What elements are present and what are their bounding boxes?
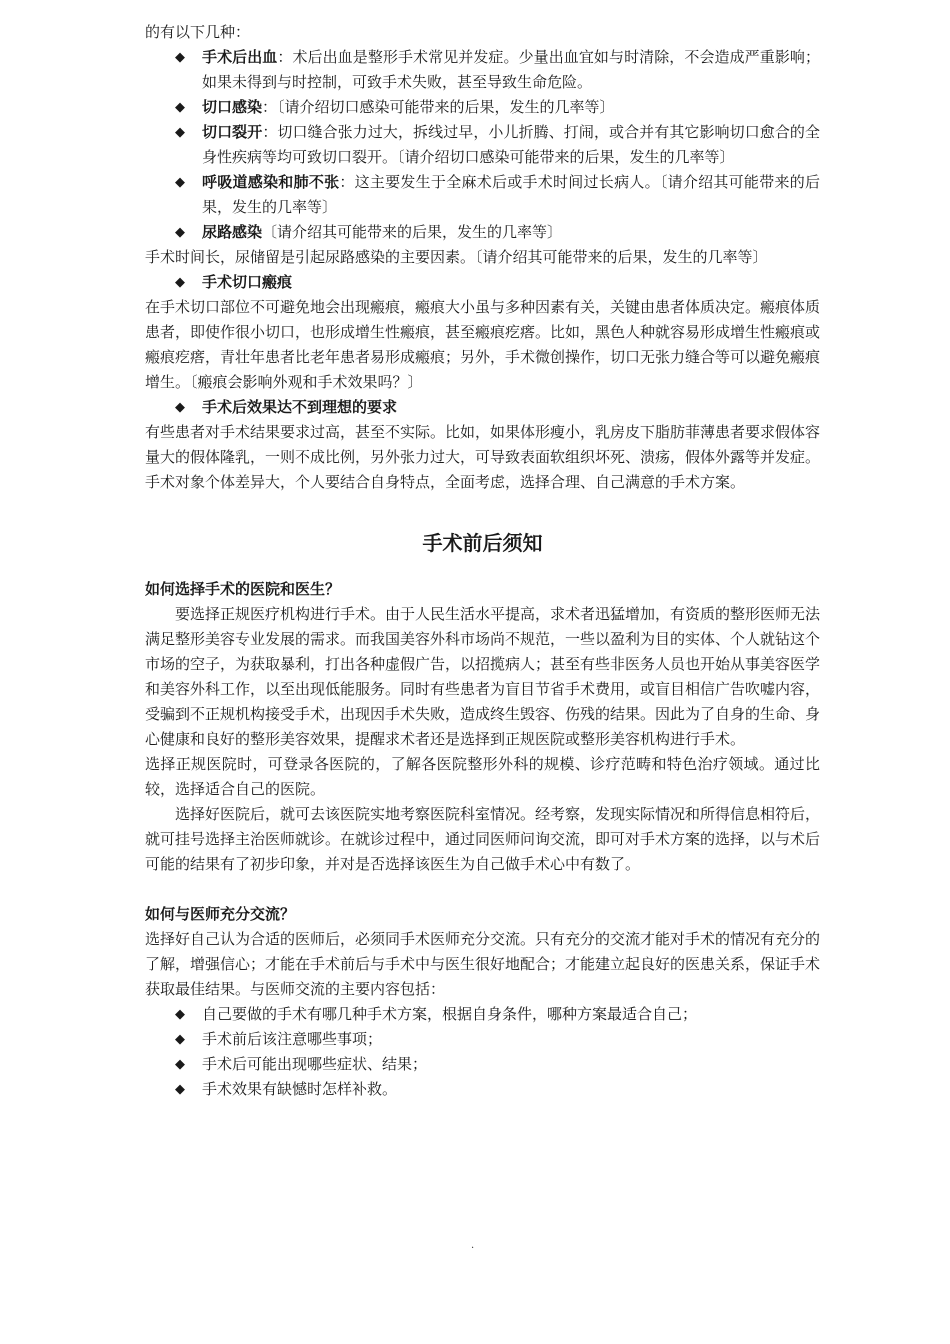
diamond-bullet-icon: ◆ — [175, 275, 185, 290]
diamond-bullet-icon: ◆ — [175, 50, 185, 65]
intro-line: 的有以下几种： — [145, 23, 251, 41]
scar-paragraph: 在手术切口部位不可避免地会出现瘢痕，瘢痕大小虽与多种因素有关，关键由患者体质决定。瘢痕体质患者，即使作很小切口，也形成增生性瘢痕，甚至瘢痕疙瘩。比如，黑色人种就容易形成增生性瘢痕或瘢痕疙瘩，青壮年患者比老年患者易形成瘢痕；另外，手术微创操作，切口无张力缝合等可以避免瘢痕增生。〔瘢痕会影响外观和手术效果吗？〕 — [145, 298, 821, 391]
question-heading-hospital: 如何选择手术的医院和医生？ — [145, 580, 341, 598]
list-item — [175, 1027, 820, 1052]
diamond-bullet-icon: ◆ — [175, 175, 185, 190]
diamond-bullet-icon: ◆ — [175, 125, 185, 140]
section-title: 手术前后须知 — [422, 531, 543, 555]
list-item — [175, 45, 820, 95]
urinary-paragraph: 手术时间长，尿储留是引起尿路感染的主要因素。〔请介绍其可能带来的后果，发生的几率等〕 — [145, 248, 768, 266]
item-text: ：术后出血是整形手术常见并发症。少量出血宜如与时清除，不会造成严重影响；如果未得到与时控制，可致手术失败，甚至导致生命危险。 — [202, 48, 820, 91]
list-item — [175, 120, 820, 170]
diamond-bullet-icon: ◆ — [175, 100, 185, 115]
item-text: 手术效果有缺憾时怎样补救。 — [202, 1080, 398, 1098]
question-heading-communication: 如何与医师充分交流？ — [145, 905, 296, 923]
list-item — [175, 170, 820, 220]
scar-heading-text: 手术切口瘢痕 — [202, 273, 293, 291]
result-heading — [175, 395, 820, 420]
scar-heading — [175, 270, 820, 295]
diamond-bullet-icon: ◆ — [175, 400, 185, 415]
list-item — [175, 1052, 820, 1077]
diamond-bullet-icon: ◆ — [175, 225, 185, 240]
diamond-bullet-icon: ◆ — [175, 1057, 185, 1072]
spacer — [145, 877, 820, 902]
item-text: 〔请介绍其可能带来的后果，发生的几率等〕 — [262, 223, 563, 241]
page-footer-mark: . — [471, 1240, 475, 1251]
item-title: 手术后出血 — [202, 48, 278, 66]
list-item — [175, 1002, 820, 1027]
item-title: 呼吸道感染和肺不张 — [202, 173, 340, 191]
complications-list — [145, 45, 820, 245]
item-text: ：这主要发生于全麻术后或手术时间过长病人。〔请介绍其可能带来的后果，发生的几率等〕 — [202, 173, 820, 216]
diamond-bullet-icon: ◆ — [175, 1032, 185, 1047]
item-title: 切口感染 — [202, 98, 263, 116]
document-page — [145, 20, 820, 1102]
communication-list — [145, 1002, 820, 1102]
item-text: 手术后可能出现哪些症状、结果； — [202, 1055, 428, 1073]
paragraph: 选择正规医院时，可登录各医院的，了解各医院整形外科的规模、诊疗范畴和特色治疗领域。通过比较，选择适合自己的医院。 — [145, 755, 820, 798]
item-title: 切口裂开 — [202, 123, 263, 141]
paragraph: 要选择正规医疗机构进行手术。由于人民生活水平提高，求术者迅猛增加，有资质的整形医师无法满足整形美容专业发展的需求。而我国美容外科市场尚不规范，一些以盈利为目的实体、个人就钻这个市场的空子，为获取暴利，打出各种虚假广告，以招揽病人；甚至有些非医务人员也开始从事美容医学和美容外科工作，以至出现低能服务。同时有些患者为盲目节省手术费用，或盲目相信广告吹嘘内容，受骗到不正规机构接受手术，出现因手术失败，造成终生毁容、伤残的结果。因此为了自身的生命、身心健康和良好的整形美容效果，提醒求术者还是选择到正规医院或整形美容机构进行手术。 — [145, 605, 821, 748]
item-title: 尿路感染 — [202, 223, 263, 241]
paragraph: 选择好医院后，就可去该医院实地考察医院科室情况。经考察，发现实际情况和所得信息相符后，就可挂号选择主治医师就诊。在就诊过程中，通过同医师问询交流，即可对手术方案的选择，以与术后可能的结果有了初步印象，并对是否选择该医生为自己做手术心中有数了。 — [145, 805, 821, 873]
result-paragraph: 有些患者对手术结果要求过高，甚至不实际。比如，如果体形瘦小，乳房皮下脂肪菲薄患者要求假体容量大的假体隆乳，一则不成比例，另外张力过大，可导致表面软组织坏死、溃疡，假体外露等并发症。手术对象个体差异大，个人要结合自身特点，全面考虑，选择合理、自己满意的手术方案。 — [145, 423, 821, 491]
list-item — [175, 95, 820, 120]
list-item — [175, 1077, 820, 1102]
result-heading-text: 手术后效果达不到理想的要求 — [202, 398, 398, 416]
item-text: ：〔请介绍切口感染可能带来的后果，发生的几率等〕 — [262, 98, 615, 116]
item-text: 手术前后该注意哪些事项； — [202, 1030, 383, 1048]
item-text: 自己要做的手术有哪几种手术方案，根据自身条件，哪种方案最适合自己； — [202, 1005, 698, 1023]
diamond-bullet-icon: ◆ — [175, 1007, 185, 1022]
paragraph: 选择好自己认为合适的医师后，必须同手术医师充分交流。只有充分的交流才能对手术的情况有充分的了解，增强信心；才能在手术前后与手术中与医生很好地配合；才能建立起良好的医患关系，保证手术获取最佳结果。与医师交流的主要内容包括： — [145, 930, 821, 998]
diamond-bullet-icon: ◆ — [175, 1082, 185, 1097]
item-text: ：切口缝合张力过大，拆线过早，小儿折腾、打闹，或合并有其它影响切口愈合的全身性疾病等均可致切口裂开。〔请介绍切口感染可能带来的后果，发生的几率等〕 — [202, 123, 820, 166]
list-item — [175, 220, 820, 245]
